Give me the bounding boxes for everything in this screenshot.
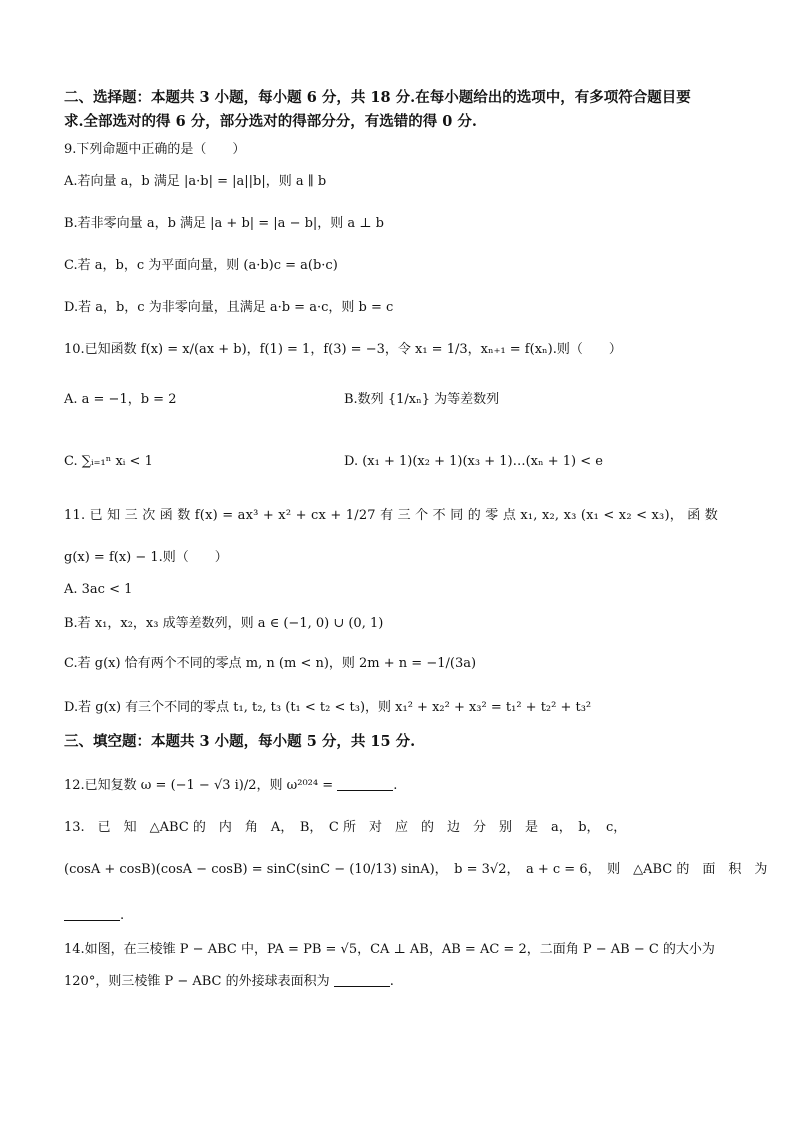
q10-option-a: A. a = −1，b = 2 xyxy=(64,392,177,407)
q13-answer xyxy=(64,906,124,926)
q11-option-c: C.若 g(x) 恰有两个不同的零点 m, n (m < n)，则 2m + n = −1/(3a) xyxy=(64,656,477,671)
section3-header: 三、填空题：本题共 3 小题，每小题 5 分，共 15 分. xyxy=(64,733,416,750)
section2-header xyxy=(64,86,734,134)
q11-stem-line2: g(x) = f(x) − 1.则（ ） xyxy=(64,550,228,565)
q12-answer-blank[interactable] xyxy=(337,776,393,791)
q9-option-b: B.若非零向量 a，b 满足 |a + b| = |a − b|，则 a ⊥ b xyxy=(64,216,384,231)
q9-option-d: D.若 a，b，c 为非零向量，且满足 a·b = a·c，则 b = c xyxy=(64,300,394,315)
q9-option-c: C.若 a，b，c 为平面向量，则 (a·b)c = a(b·c) xyxy=(64,258,338,273)
q11-option-d: D.若 g(x) 有三个不同的零点 t₁, t₂, t₃ (t₁ < t₂ < t₃)，则 x₁² + x₂² + x₃² = t₁² + t₂² + t₃² xyxy=(64,700,592,715)
q13-answer-blank[interactable] xyxy=(64,906,120,921)
section2-header-line1: 二、选择题：本题共 3 小题，每小题 6 分，共 18 分.在每小题给出的选项中，有多项符合题目要 xyxy=(64,89,691,106)
q9-stem: 9.下列命题中正确的是（ ） xyxy=(64,142,246,157)
q13-period: . xyxy=(120,908,125,923)
q14-period: . xyxy=(389,974,394,989)
q11-option-a: A. 3ac < 1 xyxy=(64,582,133,597)
q9-option-a: A.若向量 a，b 满足 |a·b| = |a||b|，则 a ∥ b xyxy=(64,174,327,189)
q14-line1: 14.如图，在三棱锥 P − ABC 中，PA = PB = √5，CA ⊥ AB，AB = AC = 2，二面角 P − AB − C 的大小为 xyxy=(64,942,715,957)
section2-header-line2: 求.全部选对的得 6 分，部分选对的得部分分，有选错的得 0 分. xyxy=(64,113,477,130)
q10-option-d: D. (x₁ + 1)(x₂ + 1)(x₃ + 1)…(xₙ + 1) < e xyxy=(344,454,603,469)
q10-option-c: C. ∑ᵢ₌₁ⁿ xᵢ < 1 xyxy=(64,454,153,469)
q14-answer-blank[interactable] xyxy=(334,972,390,987)
q13-line2: (cosA + cosB)(cosA − cosB) = sinC(sinC − (10/13) sinA)， b = 3√2， a + c = 6， 则 △ABC 的 面 积 为 xyxy=(64,862,768,877)
q12-period: . xyxy=(393,778,398,793)
q12-text xyxy=(64,776,397,796)
q12-question: 12.已知复数 ω = (−1 − √3 i)/2，则 ω²⁰²⁴ = xyxy=(64,778,334,793)
q14-line2 xyxy=(64,972,394,992)
q10-option-b: B.数列 {1/xₙ} 为等差数列 xyxy=(344,392,500,407)
q14-question-end: 120°，则三棱锥 P − ABC 的外接球表面积为 xyxy=(64,974,330,989)
q11-option-b: B.若 x₁，x₂，x₃ 成等差数列，则 a ∈ (−1, 0) ∪ (0, 1) xyxy=(64,616,384,631)
q11-stem-line1: 11. 已 知 三 次 函 数 f(x) = ax³ + x² + cx + 1/27 有 三 个 不 同 的 零 点 x₁, x₂, x₃ (x₁ < x₂ < x₃)， 函 数 xyxy=(64,508,718,523)
q13-line1: 13. 已 知 △ABC 的 内 角 A， B， C 所 对 应 的 边 分 别 是 a， b， c， xyxy=(64,820,627,835)
q10-stem: 10.已知函数 f(x) = x/(ax + b)，f(1) = 1，f(3) = −3，令 x₁ = 1/3，xₙ₊₁ = f(xₙ).则（ ） xyxy=(64,342,622,357)
